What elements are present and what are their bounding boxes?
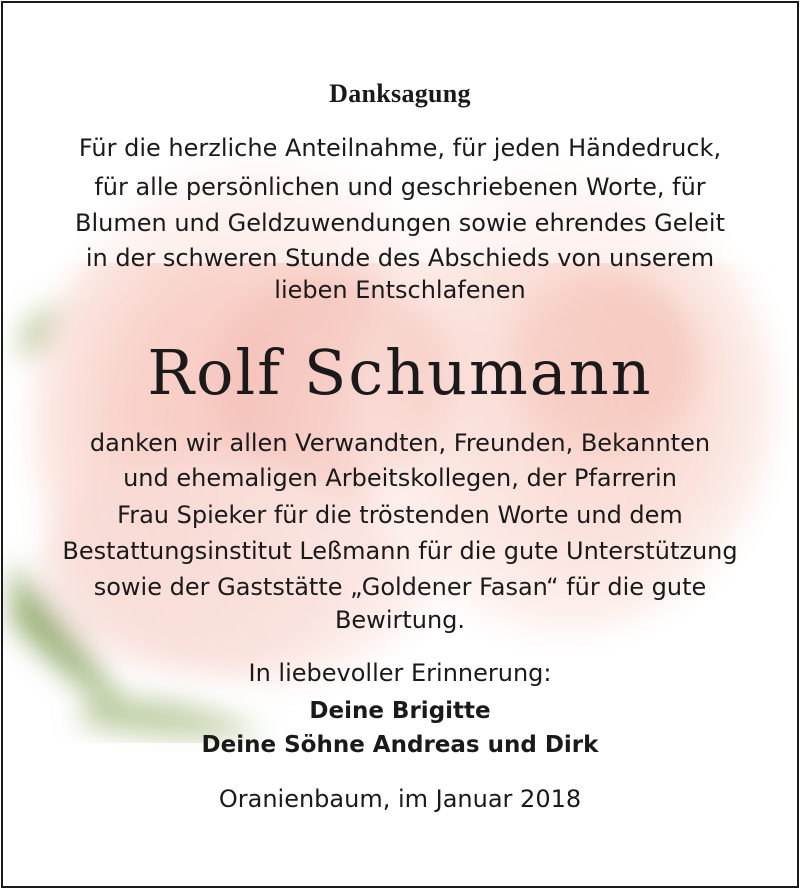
- place-date: Oranienbaum, im Januar 2018: [218, 785, 582, 813]
- intro-line: in der schweren Stunde des Abschieds von unserem: [85, 244, 715, 272]
- obituary-notice: [1, 1, 799, 888]
- signature-line: Deine Brigitte: [309, 698, 491, 724]
- thanks-line: und ehemaligen Arbeitskollegen, der Pfarrerin: [123, 464, 677, 492]
- notice-heading: Danksagung: [329, 79, 471, 108]
- intro-line: lieben Entschlafenen: [274, 276, 526, 304]
- thanks-line: sowie der Gaststätte „Goldener Fasan“ für die gute: [93, 573, 707, 601]
- thanks-line: Bewirtung.: [334, 606, 466, 634]
- thanks-line: Bestattungsinstitut Leßmann für die gute Unterstützung: [62, 537, 738, 565]
- memory-line: In liebevoller Erinnerung:: [248, 659, 552, 687]
- thanks-line: Frau Spieker für die tröstenden Worte und dem: [117, 501, 683, 529]
- intro-line: für alle persönlichen und geschriebenen Worte, für: [94, 173, 706, 201]
- intro-line: Für die herzliche Anteilnahme, für jeden Händedruck,: [78, 134, 722, 162]
- deceased-name: Rolf Schumann: [147, 336, 653, 409]
- thanks-line: danken wir allen Verwandten, Freunden, Bekannten: [89, 429, 711, 457]
- intro-line: Blumen und Geldzuwendungen sowie ehrendes Geleit: [75, 209, 725, 237]
- signature-line: Deine Söhne Andreas und Dirk: [201, 732, 599, 758]
